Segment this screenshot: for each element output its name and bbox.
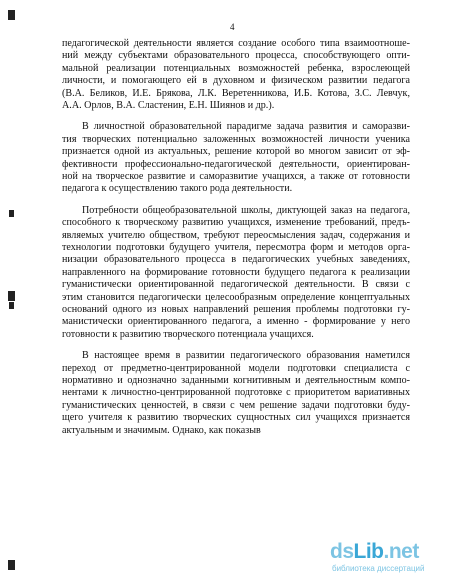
dslib-logo: dsLib.net	[330, 540, 419, 563]
text-line: гуманистических ценностей, в связи с чем решение задачи подготовки буду-	[62, 399, 410, 411]
text-line: (В.А. Беликов, И.Е. Брякова, Л.К. Веретенникова, И.Б. Котова, З.С. Левчук,	[62, 87, 410, 99]
text-line: технологии подготовки будущего учителя, пересмотра форм и методов орга-	[62, 242, 410, 253]
text-line: переход от предметно-центрированной модели подготовки специалиста с	[62, 362, 410, 374]
text-line: направленного на формирование готовности будущего педагога к реализации	[62, 266, 410, 278]
text-line: педагога к осуществлению такого рода деятельности.	[62, 183, 293, 195]
text-line: признается одной из актуальных, решение которой во многом зависит от эф-	[62, 146, 410, 158]
margin-mark	[9, 210, 14, 217]
text-line: способного к творческому развитию учащихся, изменение требований, предъ-	[62, 217, 410, 229]
text-line: В личностной образовательной парадигме задача развития и саморазви-	[82, 121, 410, 133]
text-line: нормативно и однозначно заданными когнитивным и деятельностным компо-	[62, 375, 410, 386]
text-line: манистически ориентированного педагога, а именно - формирование у него	[62, 316, 410, 328]
text-line: этим становится педагогически целесообразным определение концептуальных	[62, 291, 410, 303]
text-line: тия творческих потенциально заложенных возможностей личности ученика	[62, 133, 410, 145]
text-line: А.А. Орлов, В.А. Сластенин, Е.Н. Шиянов и др.).	[62, 100, 275, 111]
text-line: нентами к личностно-центрированной подготовке с приоритетом вариативных	[62, 387, 410, 399]
text-line: актуальным и значимым. Однако, как показыв	[62, 424, 261, 436]
page-number: 4	[230, 22, 235, 32]
watermark-subtitle: библиотека диссертаций	[332, 564, 425, 573]
text-line: мальной реализации потенциальных возможностей ребенка, взрослеющей	[62, 62, 410, 74]
text-line: ной на творческое развитие и саморазвитие учащихся, а также от готовности	[62, 171, 410, 182]
margin-mark	[8, 560, 15, 570]
text-line: оснований одного из новых направлений решения проблемы подготовки гу-	[62, 304, 410, 315]
text-line: личности, и помогающего ей в духовном и физическом развитии педагога	[62, 75, 410, 87]
text-line: низации образовательного процесса в педагогических учебных заведениях,	[62, 254, 410, 266]
text-line: гуманистически ориентированной педагогической деятельности. В связи с	[62, 279, 410, 291]
margin-mark	[9, 302, 14, 309]
text-line: готовности к развитию творческого потенциала учащихся.	[62, 328, 314, 340]
margin-mark	[8, 291, 15, 301]
text-line: фективности профессионально-педагогической деятельности, ориентирован-	[62, 158, 410, 170]
text-line: щего учителя к развитию творческих сущностных сил учащихся признается	[62, 412, 410, 424]
text-line: В настоящее время в развитии педагогического образования наметился	[82, 350, 410, 362]
margin-mark	[8, 10, 15, 20]
dslib-watermark	[330, 540, 445, 580]
text-line: ний между субъектами образовательного процесса, способствующего опти-	[62, 50, 410, 62]
text-line: Потребности общеобразовательной школы, диктующей заказ на педагога,	[82, 204, 410, 216]
text-line: являемых учителю обществом, требуют переосмысления задач, содержания и	[62, 229, 410, 241]
text-line: педагогической деятельности является создание особого типа взаимоотноше-	[62, 38, 410, 49]
